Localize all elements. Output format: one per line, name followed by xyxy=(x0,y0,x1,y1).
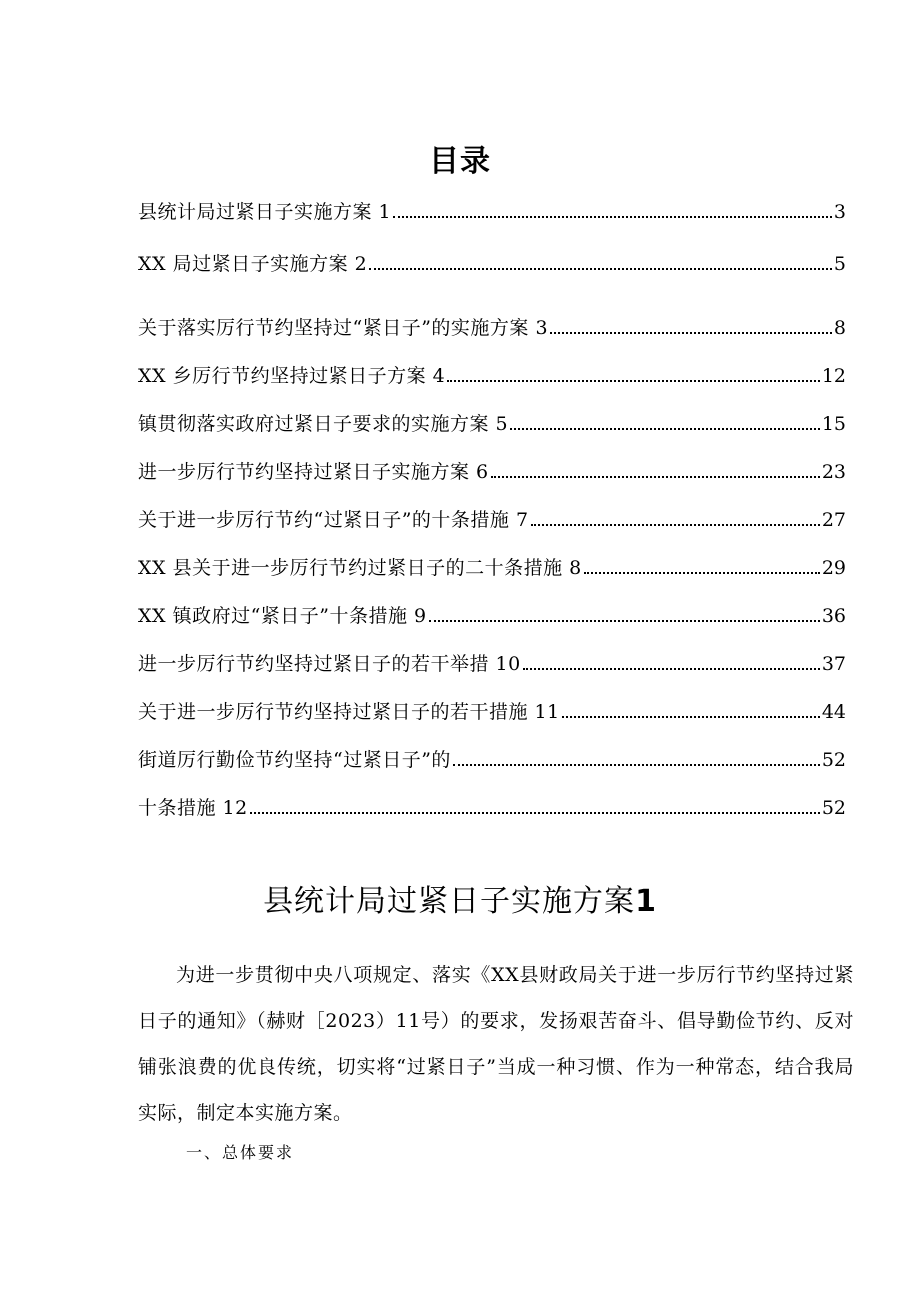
toc-entry-text: XX 镇政府过“紧日子”十条措施 9 xyxy=(138,605,427,627)
intro-paragraph: 为进一步贯彻中央八项规定、落实《XX县财政局关于进一步厉行节约坚持过紧日子的通知》（赫财［2023）11号）的要求，发扬艰苦奋斗、倡导勤俭节约、反对铺张浪费的优良传统，切实将“过紧日子”当成一种习惯、作为一种常态，结合我局实际，制定本实施方案。 xyxy=(138,964,854,1124)
toc-entry-page: 23 xyxy=(821,461,846,483)
toc-leader-dots xyxy=(491,476,820,478)
toc-entry[interactable] xyxy=(138,546,846,578)
toc-leader-dots xyxy=(369,268,832,270)
toc-entry[interactable] xyxy=(138,306,846,338)
toc-title: 目录 xyxy=(429,144,491,179)
toc-leader-dots xyxy=(447,380,820,382)
toc-entry[interactable] xyxy=(138,402,846,434)
toc-leader-dots xyxy=(584,572,820,574)
toc-entry[interactable] xyxy=(138,242,846,274)
toc-entry-text: 十条措施 12 xyxy=(138,797,248,819)
toc-leader-dots xyxy=(523,668,820,670)
toc-leader-dots xyxy=(531,524,820,526)
toc-entry[interactable] xyxy=(138,190,846,222)
toc-entry-page: 52 xyxy=(821,797,846,819)
toc-entry-text: 县统计局过紧日子实施方案 1 xyxy=(138,201,392,223)
toc-entry[interactable] xyxy=(138,354,846,386)
toc-entry-page: 5 xyxy=(833,253,846,275)
toc-entry-page: 8 xyxy=(833,317,846,339)
section-heading: 一、总体要求 xyxy=(186,1143,295,1162)
toc-leader-dots xyxy=(510,428,820,430)
toc-entry-text: XX 乡厉行节约坚持过紧日子方案 4 xyxy=(138,365,446,387)
toc-entry-text: XX 县关于进一步厉行节约过紧日子的二十条措施 8 xyxy=(138,557,582,579)
toc-entry[interactable] xyxy=(138,594,846,626)
toc-entry-text: 镇贯彻落实政府过紧日子要求的实施方案 5 xyxy=(138,413,509,435)
toc-entry-page: 15 xyxy=(821,413,846,435)
toc-entry-page: 29 xyxy=(821,557,846,579)
toc-entry-page: 37 xyxy=(821,653,846,675)
toc-entry[interactable] xyxy=(138,738,846,770)
document-title xyxy=(0,876,920,920)
toc-leader-dots xyxy=(453,764,820,766)
document-title-text: 县统计局过紧日子实施方案 xyxy=(263,884,636,919)
toc-entry[interactable] xyxy=(138,786,846,818)
toc-entry-page: 12 xyxy=(821,365,846,387)
toc-leader-dots xyxy=(562,716,820,718)
toc-entry-text: 进一步厉行节约坚持过紧日子的若干举措 10 xyxy=(138,653,521,675)
toc-leader-dots xyxy=(250,812,820,814)
toc-entry-text: 关于落实厉行节约坚持过“紧日子”的实施方案 3 xyxy=(138,317,549,339)
toc-entry-text: 街道厉行勤俭节约坚持“过紧日子”的 xyxy=(138,749,451,771)
toc-leader-dots xyxy=(550,332,832,334)
toc-entry-page: 27 xyxy=(821,509,846,531)
toc-leader-dots xyxy=(429,620,820,622)
toc-entry-page: 52 xyxy=(821,749,846,771)
toc-leader-dots xyxy=(393,216,832,218)
toc-entry-page: 36 xyxy=(821,605,846,627)
toc-entry[interactable] xyxy=(138,498,846,530)
toc-entry-text: XX 局过紧日子实施方案 2 xyxy=(138,253,368,275)
document-title-number: 1 xyxy=(635,884,657,919)
toc-entry-text: 进一步厉行节约坚持过紧日子实施方案 6 xyxy=(138,461,489,483)
toc-entry[interactable] xyxy=(138,690,846,722)
toc-entry-text: 关于进一步厉行节约“过紧日子”的十条措施 7 xyxy=(138,509,529,531)
toc-entry[interactable] xyxy=(138,450,846,482)
toc-entry-text: 关于进一步厉行节约坚持过紧日子的若干措施 11 xyxy=(138,701,560,723)
toc-entry-page: 44 xyxy=(821,701,846,723)
toc-entry-page: 3 xyxy=(833,201,846,223)
toc-entry[interactable] xyxy=(138,642,846,674)
